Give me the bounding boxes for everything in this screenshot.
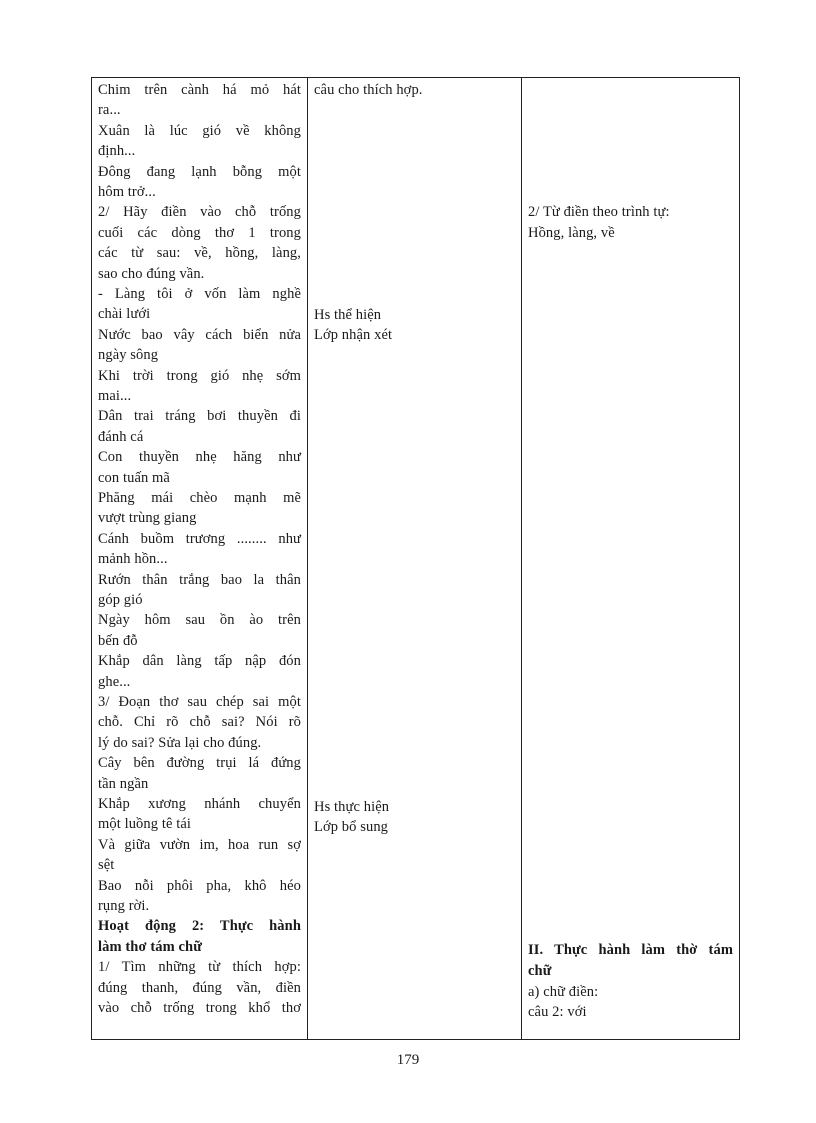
text-line: Khắp dân làng tấp nập đón: [98, 653, 301, 670]
activity-heading: làm thơ tám chữ: [98, 938, 203, 955]
answer-text: 2/ Từ điền theo trình tự:: [528, 204, 670, 220]
activity-text: Hs thực hiện: [314, 799, 390, 815]
text-line: các từ sau: về, hồng, làng,: [98, 245, 301, 262]
text-line: Phăng mái chèo mạnh mẽ: [98, 490, 301, 506]
lesson-table: [91, 77, 740, 1040]
text-line: Cánh buồm trương ........ như: [98, 530, 301, 547]
text-line: tần ngần: [98, 775, 149, 792]
text-line: chỗ. Chỉ rõ chỗ sai? Nói rõ: [98, 714, 301, 731]
page-number: 179: [396, 1052, 420, 1068]
activity-heading: Hoạt động 2: Thực hành: [98, 918, 301, 935]
text-line: 2/ Hãy điền vào chỗ trống: [98, 204, 301, 221]
text-line: Cây bên đường trụi lá đứng: [98, 755, 301, 772]
text-line: bến đỗ: [98, 632, 138, 649]
text-line: Chim trên cành há mỏ hát: [98, 82, 301, 98]
text-line: sao cho đúng vần.: [98, 265, 205, 282]
text-line: vượt trùng giang: [98, 510, 197, 527]
text-line: Và giữa vườn im, hoa run sợ: [98, 836, 301, 853]
answer-text: Hồng, làng, về: [528, 225, 615, 241]
text-line: Rướn thân trắng bao la thân: [98, 571, 301, 588]
text-line: Ngày hôm sau ồn ào trên: [98, 612, 301, 629]
text-line: Đông đang lạnh bỗng một: [98, 163, 301, 180]
text-line: Xuân là lúc gió về không: [98, 122, 301, 139]
text-line: định...: [98, 143, 136, 160]
text-line: đúng thanh, đúng vần, điền: [98, 979, 301, 996]
activity-text: Hs thể hiện: [314, 307, 382, 323]
text-line: chài lưới: [98, 306, 151, 323]
text-line: đánh cá: [98, 428, 144, 445]
text-line: ghe...: [98, 673, 131, 690]
text-line: Dân trai tráng bơi thuyền đi: [98, 408, 301, 425]
text-line: một luồng tê tái: [98, 816, 192, 833]
answer-text: câu 2: với: [528, 1004, 587, 1020]
answer-text: a) chữ điền:: [528, 984, 599, 1000]
activity-text: câu cho thích hợp.: [314, 82, 423, 98]
text-line: con tuấn mã: [98, 469, 170, 486]
activity-text: Lớp nhận xét: [314, 327, 393, 343]
text-line: mai...: [98, 388, 132, 404]
answer-column: [522, 78, 740, 1040]
section-heading: II. Thực hành làm thờ tám: [528, 942, 733, 958]
text-line: Con thuyền nhẹ hăng như: [98, 449, 301, 466]
text-line: lý do sai? Sửa lại cho đúng.: [98, 734, 262, 751]
text-line: cuối các dòng thơ 1 trong: [98, 224, 301, 241]
text-line: vào chỗ trống trong khổ thơ: [98, 1000, 301, 1016]
activity-column: [308, 78, 522, 1040]
text-line: hôm trở...: [98, 184, 156, 200]
text-line: Khi trời trong gió nhẹ sớm: [98, 367, 301, 384]
section-heading: chữ: [528, 963, 552, 979]
text-line: - Làng tôi ở vốn làm nghề: [98, 286, 301, 302]
text-line: Nước bao vây cách biển nửa: [98, 326, 301, 343]
text-line: Khắp xương nhánh chuyển: [98, 796, 301, 812]
text-line: sệt: [98, 857, 115, 874]
text-line: ngày sông: [98, 347, 159, 364]
text-line: Bao nỗi phôi pha, khô héo: [98, 877, 301, 894]
activity-text: Lớp bổ sung: [314, 819, 389, 835]
content-column: [92, 78, 308, 1040]
text-line: góp gió: [98, 592, 143, 608]
text-line: ra...: [98, 102, 121, 119]
text-line: mảnh hồn...: [98, 551, 168, 568]
text-line: rụng rời.: [98, 898, 150, 914]
text-line: 1/ Tìm những từ thích hợp:: [98, 959, 301, 976]
text-line: 3/ Đoạn thơ sau chép sai một: [98, 694, 301, 710]
table-row: [92, 78, 740, 1040]
content-lines: [92, 78, 307, 1039]
